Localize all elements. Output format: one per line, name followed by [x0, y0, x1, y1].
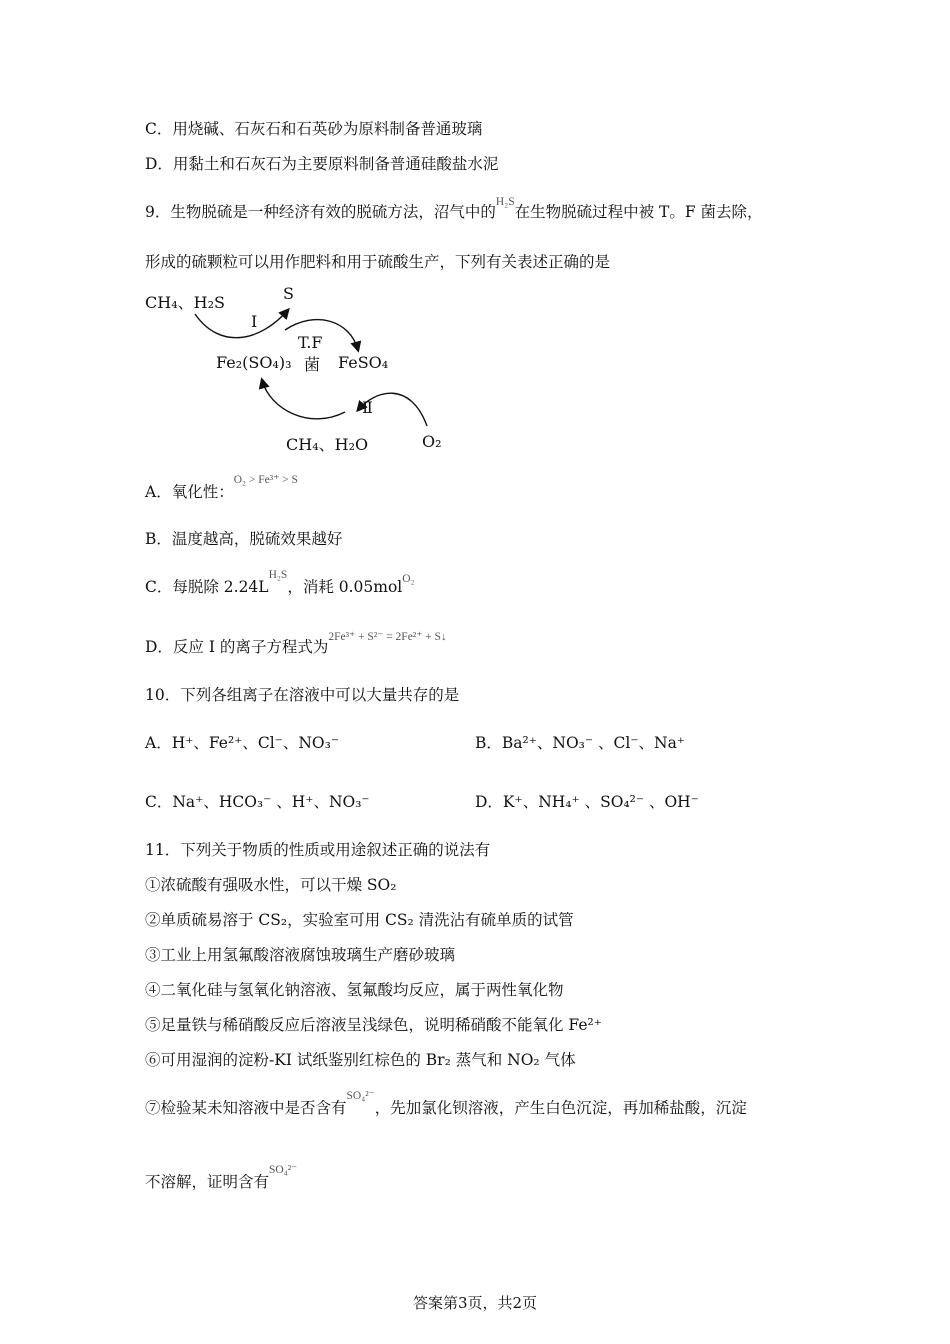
q9-option-d-formula: 2Fe³⁺ + S²⁻ = 2Fe²⁺ + S↓ — [328, 631, 447, 643]
q11-item-3: ③工业上用氢氟酸溶液腐蚀玻璃生产磨砂玻璃 — [145, 946, 456, 964]
q11-item-7-text2: ，先加氯化钡溶液，产生白色沉淀，再加稀盐酸，沉淀 — [374, 1099, 747, 1117]
q11-item-7 — [145, 1090, 747, 1120]
q11-item-7-formula2: SO₄²⁻ — [269, 1164, 298, 1176]
q11-item-7-formula: SO₄²⁻ — [346, 1090, 375, 1102]
diagram-top-left: CH₄、H₂S — [145, 293, 225, 312]
q9-stem-line2: 形成的硫颗粒可以用作肥料和用于硫酸生产，下列有关表述正确的是 — [145, 253, 611, 271]
q9-option-c-formula2: O₂ — [402, 573, 415, 585]
q11-item-4: ④二氧化硅与氢氧化钠溶液、氢氟酸均反应，属于两性氧化物 — [145, 981, 564, 999]
q9-option-a — [145, 474, 298, 504]
q11-item-6: ⑥可用湿润的淀粉-KI 试纸鉴别红棕色的 Br₂ 蒸气和 NO₂ 气体 — [145, 1051, 576, 1069]
q9-stem-formula: H₂S — [495, 196, 515, 208]
q9-stem-text1: 9．生物脱硫是一种经济有效的脱硫方法，沼气中的 — [145, 203, 496, 221]
q8-option-d: D．用黏土和石灰石为主要原料制备普通硅酸盐水泥 — [145, 155, 499, 173]
q9-stem-text2: 在生物脱硫过程中被 T。F 菌去除， — [514, 203, 763, 221]
q9-option-d-label: D．反应 I 的离子方程式为 — [145, 638, 329, 656]
q9-option-c — [145, 569, 415, 599]
diagram-top-right: S — [283, 284, 294, 303]
q11-item-7-text1: ⑦检验某未知溶液中是否含有 — [145, 1099, 347, 1117]
q11-item-5: ⑤足量铁与稀硝酸反应后溶液呈浅绿色，说明稀硝酸不能氧化 Fe²⁺ — [145, 1016, 602, 1034]
q11-item-2: ②单质硫易溶于 CS₂，实验室可用 CS₂ 清洗沾有硫单质的试管 — [145, 911, 574, 929]
q10-option-a: A．H⁺、Fe²⁺、Cl⁻、NO₃⁻ — [145, 734, 340, 752]
page-footer: 答案第3页，共2页 — [412, 1294, 538, 1312]
q9-option-c-text1: C．每脱除 2.24L — [145, 578, 269, 596]
reaction-cycle-diagram — [140, 280, 460, 460]
diagram-bottom-left: CH₄、H₂O — [286, 435, 369, 454]
q9-option-a-label: A．氧化性： — [145, 483, 234, 501]
q9-option-a-formula: O₂ > Fe³⁺ > S — [233, 474, 298, 486]
q10-option-b: B．Ba²⁺、NO₃⁻ 、Cl⁻、Na⁺ — [475, 734, 685, 752]
diagram-label-II: Ⅱ — [362, 398, 373, 417]
diagram-left-species: Fe₂(SO₄)₃ — [216, 353, 292, 372]
q9-option-c-text2: ，消耗 0.05mol — [287, 578, 403, 596]
arrow-left-to-fe2so43 — [262, 380, 345, 419]
q10-stem: 10．下列各组离子在溶液中可以大量共存的是 — [145, 686, 460, 704]
q9-option-c-formula1: H₂S — [268, 569, 288, 581]
q8-option-c: C．用烧碱、石灰石和石英砂为原料制备普通玻璃 — [145, 120, 483, 138]
q10-option-c: C．Na⁺、HCO₃⁻ 、H⁺、NO₃⁻ — [145, 793, 370, 811]
arrow-I-top — [195, 310, 288, 338]
q10-option-d: D．K⁺、NH₄⁺ 、SO₄²⁻ 、OH⁻ — [475, 793, 699, 811]
q11-item-7-text3: 不溶解，证明含有 — [145, 1173, 270, 1191]
diagram-right-species: FeSO₄ — [338, 353, 389, 372]
q11-item-7-line2 — [145, 1164, 298, 1194]
diagram-bottom-right: O₂ — [422, 432, 442, 451]
diagram-catalyst-1: T.F — [298, 333, 323, 352]
q9-option-b: B．温度越高，脱硫效果越好 — [145, 530, 343, 548]
q9-option-d — [145, 631, 447, 659]
diagram-label-I: I — [251, 312, 258, 331]
q11-stem: 11．下列关于物质的性质或用途叙述正确的说法有 — [145, 841, 491, 859]
q11-item-1: ①浓硫酸有强吸水性，可以干燥 SO₂ — [145, 876, 397, 894]
q9-stem-line1 — [145, 196, 763, 224]
diagram-catalyst-2: 菌 — [304, 355, 321, 374]
